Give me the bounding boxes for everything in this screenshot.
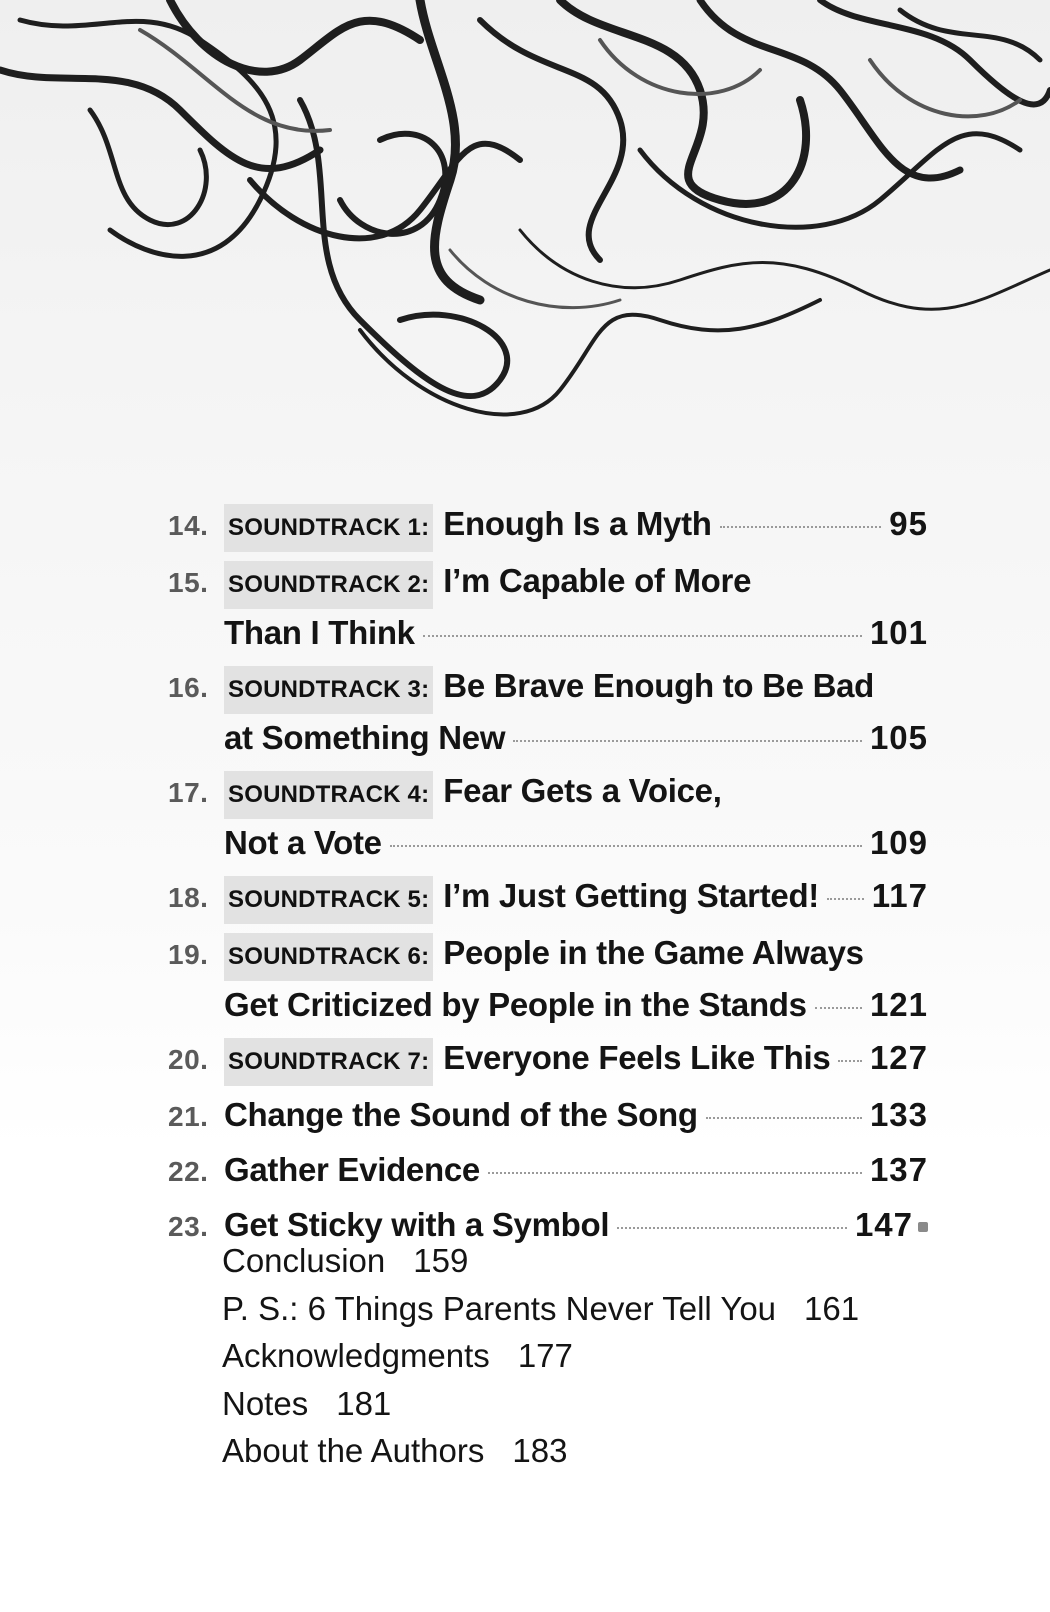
chapter-number: 21. [168,1101,209,1132]
dot-leader [815,1007,862,1009]
backmatter-title: About the Authors [222,1432,485,1469]
backmatter-item-notes[interactable] [222,1380,922,1428]
chapter-number: 18. [168,882,209,913]
page-number: 95 [889,505,928,542]
dot-leader [706,1117,862,1119]
page-number: 121 [869,986,928,1023]
backmatter-page: 181 [336,1384,392,1422]
toc-entry-17[interactable] [168,767,928,867]
soundtrack-tag: SOUNDTRACK 4: [224,771,433,819]
soundtrack-tag: SOUNDTRACK 7: [224,1038,433,1086]
page-number: 105 [869,719,928,756]
page-number: 137 [869,1151,928,1188]
chapter-number: 17. [168,777,209,808]
page-number: 117 [871,877,928,914]
soundtrack-tag: SOUNDTRACK 6: [224,933,433,981]
toc-entry-14[interactable] [168,500,928,552]
chapter-title: Be Brave Enough to Be Bad [443,667,875,704]
page-number: 109 [869,824,928,861]
table-of-contents [168,500,928,1251]
chapter-title-continued: at Something New [224,719,506,756]
backmatter-title: P. S.: 6 Things Parents Never Tell You [222,1289,777,1327]
chapter-title-continued: Get Criticized by People in the Stands [224,986,807,1023]
tangled-tape-icon [0,0,1050,470]
dot-leader [720,526,882,528]
chapter-number: 23. [168,1211,209,1242]
toc-entry-21[interactable] [168,1091,928,1141]
page-number: 101 [869,614,928,651]
chapter-title-continued: Than I Think [224,614,415,651]
backmatter-title: Conclusion [222,1242,386,1279]
toc-entry-18[interactable] [168,872,928,924]
page-number: 127 [869,1039,928,1076]
chapter-number: 22. [168,1156,209,1187]
chapter-number: 19. [168,939,209,970]
toc-entry-19[interactable] [168,929,928,1029]
chapter-title: Everyone Feels Like This [443,1039,831,1076]
soundtrack-tag: SOUNDTRACK 2: [224,561,433,609]
chapter-title: Fear Gets a Voice, [443,772,722,809]
soundtrack-tag: SOUNDTRACK 3: [224,666,433,714]
dot-leader [838,1060,862,1062]
toc-entry-22[interactable] [168,1146,928,1196]
dot-leader [423,635,862,637]
dot-leader [488,1172,862,1174]
chapter-title: I’m Just Getting Started! [443,877,819,914]
toc-entry-15[interactable] [168,557,928,657]
chapter-number: 14. [168,510,209,541]
backmatter-item-ps[interactable] [222,1285,922,1333]
chapter-title: Change the Sound of the Song [224,1096,698,1133]
chapter-number: 16. [168,672,209,703]
chapter-title: I’m Capable of More [443,562,752,599]
toc-entry-16[interactable] [168,662,928,762]
soundtrack-tag: SOUNDTRACK 1: [224,504,433,552]
soundtrack-tag: SOUNDTRACK 5: [224,876,433,924]
backmatter-item-conclusion[interactable] [222,1237,922,1285]
backmatter-page: 161 [804,1289,860,1327]
backmatter-item-acknowledgments[interactable] [222,1332,922,1380]
back-matter-list [222,1237,922,1475]
backmatter-page: 183 [512,1432,568,1469]
chapter-title: Enough Is a Myth [443,505,712,542]
chapter-number: 15. [168,567,209,598]
toc-entry-20[interactable] [168,1034,928,1086]
dot-leader [513,740,862,742]
backmatter-item-about-authors[interactable] [222,1427,922,1475]
dot-leader [827,898,864,900]
end-marker-icon [918,1222,928,1232]
chapter-number: 20. [168,1044,209,1075]
dot-leader [617,1227,847,1229]
backmatter-page: 177 [517,1337,573,1374]
chapter-title: Get Sticky with a Symbol [224,1206,610,1243]
page-number: 147 [854,1206,913,1243]
chapter-title-continued: Not a Vote [224,824,382,861]
chapter-title: Gather Evidence [224,1151,480,1188]
backmatter-title: Notes [222,1384,309,1422]
backmatter-title: Acknowledgments [222,1337,490,1374]
backmatter-page: 159 [413,1242,469,1279]
page-number: 133 [869,1096,928,1133]
chapter-title: People in the Game Always [443,934,864,971]
dot-leader [390,845,862,847]
